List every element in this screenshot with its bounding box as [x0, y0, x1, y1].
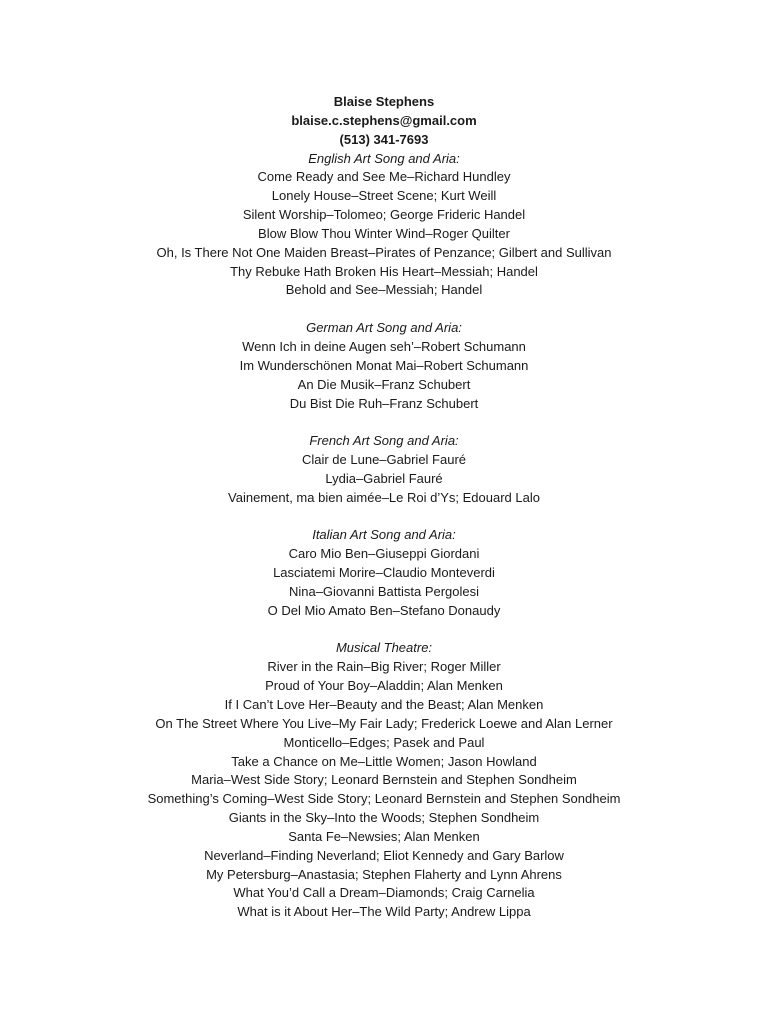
repertoire-item: O Del Mio Amato Ben–Stefano Donaudy — [267, 602, 501, 618]
repertoire-item: Come Ready and See Me–Richard Hundley — [257, 169, 511, 185]
repertoire-item: What You’d Call a Dream–Diamonds; Craig Carnelia — [233, 885, 535, 901]
section-heading: Musical Theatre: — [335, 640, 433, 656]
repertoire-item: Lasciatemi Morire–Claudio Monteverdi — [273, 565, 495, 581]
repertoire-item: Santa Fe–Newsies; Alan Menken — [288, 828, 480, 844]
repertoire-section — [0, 432, 768, 507]
repertoire-section — [0, 639, 768, 922]
section-heading: English Art Song and Aria: — [308, 150, 460, 166]
repertoire-item: Vainement, ma bien aimée–Le Roi d’Ys; Edouard Lalo — [228, 489, 540, 505]
repertoire-section — [0, 526, 768, 620]
repertoire-item: Proud of Your Boy–Aladdin; Alan Menken — [265, 678, 503, 694]
repertoire-item: Nina–Giovanni Battista Pergolesi — [288, 583, 480, 599]
singer-name: Blaise Stephens — [333, 94, 435, 109]
section-spacer — [0, 508, 768, 527]
repertoire-item: Clair de Lune–Gabriel Fauré — [301, 452, 467, 468]
repertoire-item: What is it About Her–The Wild Party; Andrew Lippa — [237, 904, 531, 920]
repertoire-item: On The Street Where You Live–My Fair Lady; Frederick Loewe and Alan Lerner — [155, 715, 613, 731]
repertoire-item: Something’s Coming–West Side Story; Leonard Bernstein and Stephen Sondheim — [147, 791, 621, 807]
repertoire-sections — [0, 150, 768, 923]
section-spacer — [0, 413, 768, 432]
repertoire-item: Du Bist Die Ruh–Franz Schubert — [289, 395, 479, 411]
repertoire-item: Monticello–Edges; Pasek and Paul — [283, 734, 485, 750]
repertoire-item: My Petersburg–Anastasia; Stephen Flaherty and Lynn Ahrens — [206, 866, 562, 882]
section-spacer — [0, 621, 768, 640]
repertoire-item: Take a Chance on Me–Little Women; Jason Howland — [231, 753, 537, 769]
repertoire-item: If I Can’t Love Her–Beauty and the Beast; Alan Menken — [224, 697, 544, 712]
repertoire-item: Behold and See–Messiah; Handel — [285, 282, 483, 298]
repertoire-item: Thy Rebuke Hath Broken His Heart–Messiah; Handel — [230, 263, 538, 279]
repertoire-item: Giants in the Sky–Into the Woods; Stephen Sondheim — [228, 810, 540, 826]
repertoire-item: Oh, Is There Not One Maiden Breast–Pirates of Penzance; Gilbert and Sullivan — [156, 244, 612, 260]
section-heading: Italian Art Song and Aria: — [312, 527, 456, 543]
repertoire-item: Blow Blow Thou Winter Wind–Roger Quilter — [258, 225, 510, 241]
section-heading: German Art Song and Aria: — [306, 320, 462, 336]
repertoire-item: Lonely House–Street Scene; Kurt Weill — [271, 188, 497, 204]
repertoire-item: Caro Mio Ben–Giuseppi Giordani — [288, 546, 480, 562]
repertoire-item: Silent Worship–Tolomeo; George Frideric Handel — [242, 207, 526, 223]
section-spacer — [0, 300, 768, 319]
section-heading: French Art Song and Aria: — [309, 433, 459, 449]
repertoire-item: River in the Rain–Big River; Roger Miller — [267, 659, 501, 675]
repertoire-item: Maria–West Side Story; Leonard Bernstein and Stephen Sondheim — [191, 772, 577, 788]
repertoire-item: Neverland–Finding Neverland; Eliot Kennedy and Gary Barlow — [204, 847, 564, 863]
repertoire-item: Wenn Ich in deine Augen seh’–Robert Schumann — [242, 338, 526, 354]
repertoire-section — [0, 319, 768, 413]
email-address: blaise.c.stephens@gmail.com — [291, 112, 477, 128]
phone-number: (513) 341-7693 — [339, 131, 429, 147]
repertoire-item: Im Wunderschönen Monat Mai–Robert Schumann — [239, 357, 529, 373]
repertoire-item: Lydia–Gabriel Fauré — [325, 470, 443, 486]
repertoire-section — [0, 150, 768, 301]
repertoire-item: An Die Musik–Franz Schubert — [297, 376, 471, 392]
